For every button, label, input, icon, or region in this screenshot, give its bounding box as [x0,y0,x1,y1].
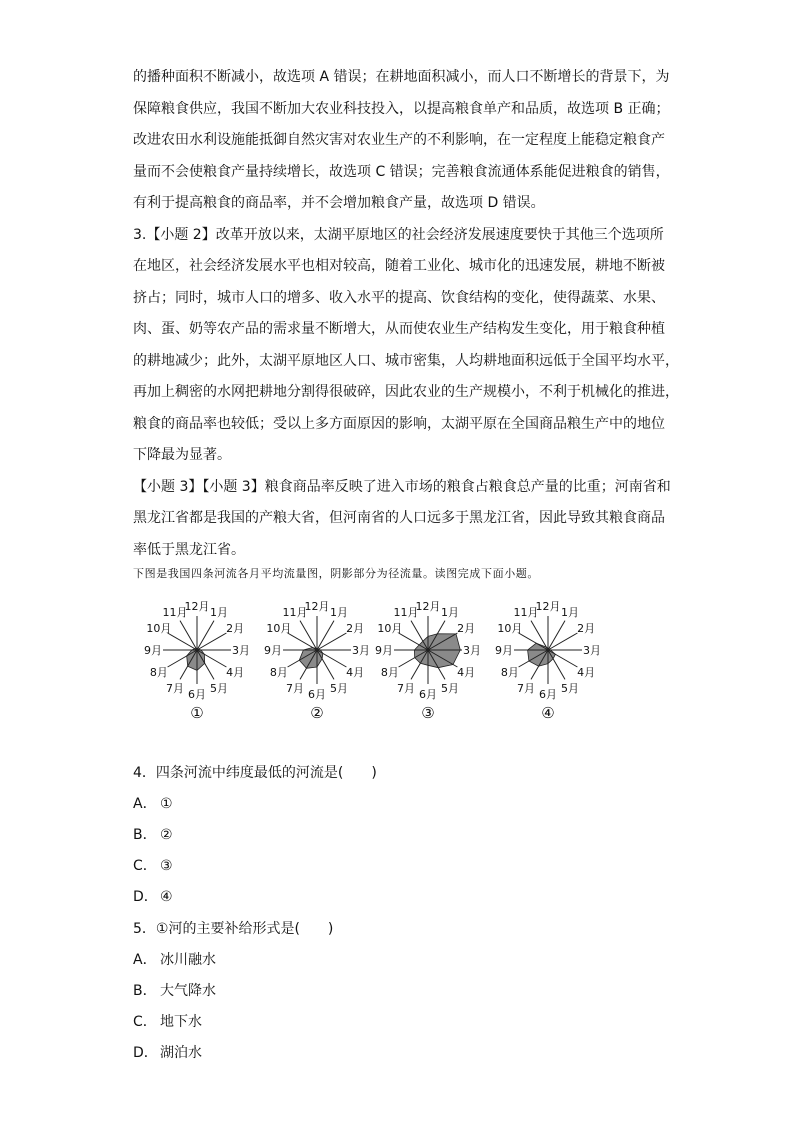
month-label: 5月 [210,682,228,696]
month-label: 5月 [441,682,459,696]
month-label: 7月 [517,682,535,696]
explanation-line: 下降最为显著。 [133,447,231,463]
month-label: 5月 [561,682,579,696]
month-label: 4月 [577,666,596,679]
option-text: ① [160,796,173,812]
month-label: 6月 [419,688,437,701]
explanation-line: 量而不会使粮食产量持续增长，故选项 C 错误；完善粮食流通体系能促进粮食的销售， [133,163,670,180]
month-label: 11月 [513,605,539,619]
explanation-line: 3.【小题 2】改革开放以来，太湖平原地区的社会经济发展速度要快于其他三个选项所 [133,226,664,243]
question-5-option-c[interactable] [133,1010,202,1034]
month-label: 10月 [497,622,523,635]
diagram-label: ① [190,704,204,722]
month-label: 2月 [577,622,596,635]
option-letter: D． [133,1045,158,1061]
month-label: 9月 [375,644,393,657]
month-label: 12月 [535,600,561,613]
question-4-option-d[interactable] [133,885,173,909]
month-label: 1月 [330,605,348,619]
month-label: 12月 [304,600,330,613]
month-label: 8月 [500,666,519,679]
month-label: 8月 [269,666,288,679]
question-5-stem: 5．①河的主要补给形式是( ) [133,921,334,937]
month-label: 12月 [184,600,210,613]
month-label: 1月 [561,605,579,619]
month-label: 11月 [393,605,419,619]
figure-caption: 下图是我国四条河流各月平均流量图，阴影部分为径流量。读图完成下面小题。 [133,567,539,580]
option-text: 地下水 [160,1014,202,1030]
month-label: 9月 [144,644,162,657]
month-label: 12月 [415,600,441,613]
explanation-line: 率低于黑龙江省。 [133,541,245,558]
month-label: 10月 [266,622,292,635]
question-4-option-c[interactable] [133,854,173,878]
option-letter: B． [133,827,157,843]
explanation-line: 粮食的商品率也较低；受以上多方面原因的影响，太湖平原在全国商品粮生产中的地位 [133,415,665,432]
month-label: 3月 [583,644,601,657]
month-label: 3月 [463,644,481,657]
option-letter: B． [133,983,157,999]
month-label: 7月 [166,682,184,696]
month-label: 5月 [330,682,348,696]
explanation-line: 再加上稠密的水网把耕地分割得很破碎，因此农业的生产规模小，不利于机械化的推进， [133,384,679,400]
month-label: 7月 [397,682,415,696]
month-label: 6月 [188,688,206,701]
month-label: 6月 [539,688,557,701]
river-flow-rose-diagrams [138,598,638,728]
diagram-label: ② [310,704,324,722]
option-letter: D． [133,889,158,905]
month-label: 8月 [380,666,399,679]
diagram-label: ③ [421,704,435,722]
month-label: 9月 [495,644,513,657]
question-4-option-b[interactable] [133,823,173,847]
question-4-stem: 4．四条河流中纬度最低的河流是( ) [133,765,377,781]
month-label: 1月 [210,605,228,619]
month-label: 2月 [457,622,476,635]
explanation-line: 在地区，社会经济发展水平也相对较高，随着工业化、城市化的迅速发展，耕地不断被 [133,258,665,274]
month-label: 3月 [352,644,370,657]
explanation-line: 挤占；同时，城市人口的增多、收入水平的提高、饮食结构的变化，使得蔬菜、水果、 [133,289,665,306]
explanation-line: 肉、蛋、奶等农产品的需求量不断增大，从而使农业生产结构发生变化，用于粮食种植 [133,321,665,337]
explanation-line: 保障粮食供应，我国不断加大农业科技投入，以提高粮食单产和品质，故选项 B 正确； [133,100,670,117]
explanation-line: 的耕地减少；此外，太湖平原地区人口、城市密集，人均耕地面积远低于全国平均水平， [133,352,679,369]
month-label: 9月 [264,644,282,657]
option-text: 大气降水 [160,983,216,999]
question-5-option-d[interactable] [133,1041,202,1065]
explanation-line: 黑龙江省都是我国的产粮大省，但河南省的人口远多于黑龙江省，因此导致其粮食商品 [133,510,665,526]
option-text: ③ [160,858,173,874]
month-label: 3月 [232,644,250,657]
month-label: 11月 [282,605,308,619]
month-label: 8月 [149,666,168,679]
option-letter: A． [133,796,157,812]
question-5-option-a[interactable] [133,948,216,972]
question-5-option-b[interactable] [133,979,216,1003]
river-flow-figure [138,598,638,728]
month-label: 7月 [286,682,304,696]
explanation-line: 【小题 3】【小题 3】粮食商品率反映了进入市场的粮食占粮食总产量的比重；河南省和 [133,478,671,495]
option-text: ④ [160,889,173,905]
month-label: 11月 [162,605,188,619]
question-4-option-a[interactable] [133,792,173,816]
option-text: 冰川融水 [160,952,216,968]
month-label: 4月 [226,666,245,679]
diagram-label: ④ [541,704,555,722]
option-letter: C． [133,1014,157,1030]
month-label: 2月 [346,622,365,635]
option-letter: C． [133,858,157,874]
explanation-text [133,62,679,566]
option-letter: A． [133,952,157,968]
explanation-line: 有利于提高粮食的商品率，并不会增加粮食产量，故选项 D 错误。 [133,195,545,211]
explanation-line: 的播种面积不断减小，故选项 A 错误；在耕地面积减小，而人口不断增长的背景下，为 [133,69,670,85]
option-text: ② [160,827,173,843]
explanation-line: 改进农田水利设施能抵御自然灾害对农业生产的不利影响，在一定程度上能稳定粮食产 [133,132,665,148]
option-text: 湖泊水 [160,1045,202,1061]
month-label: 2月 [226,622,245,635]
month-label: 10月 [146,622,172,635]
month-label: 6月 [308,688,326,701]
month-label: 4月 [457,666,476,679]
month-label: 10月 [377,622,403,635]
month-label: 4月 [346,666,365,679]
month-label: 1月 [441,605,459,619]
